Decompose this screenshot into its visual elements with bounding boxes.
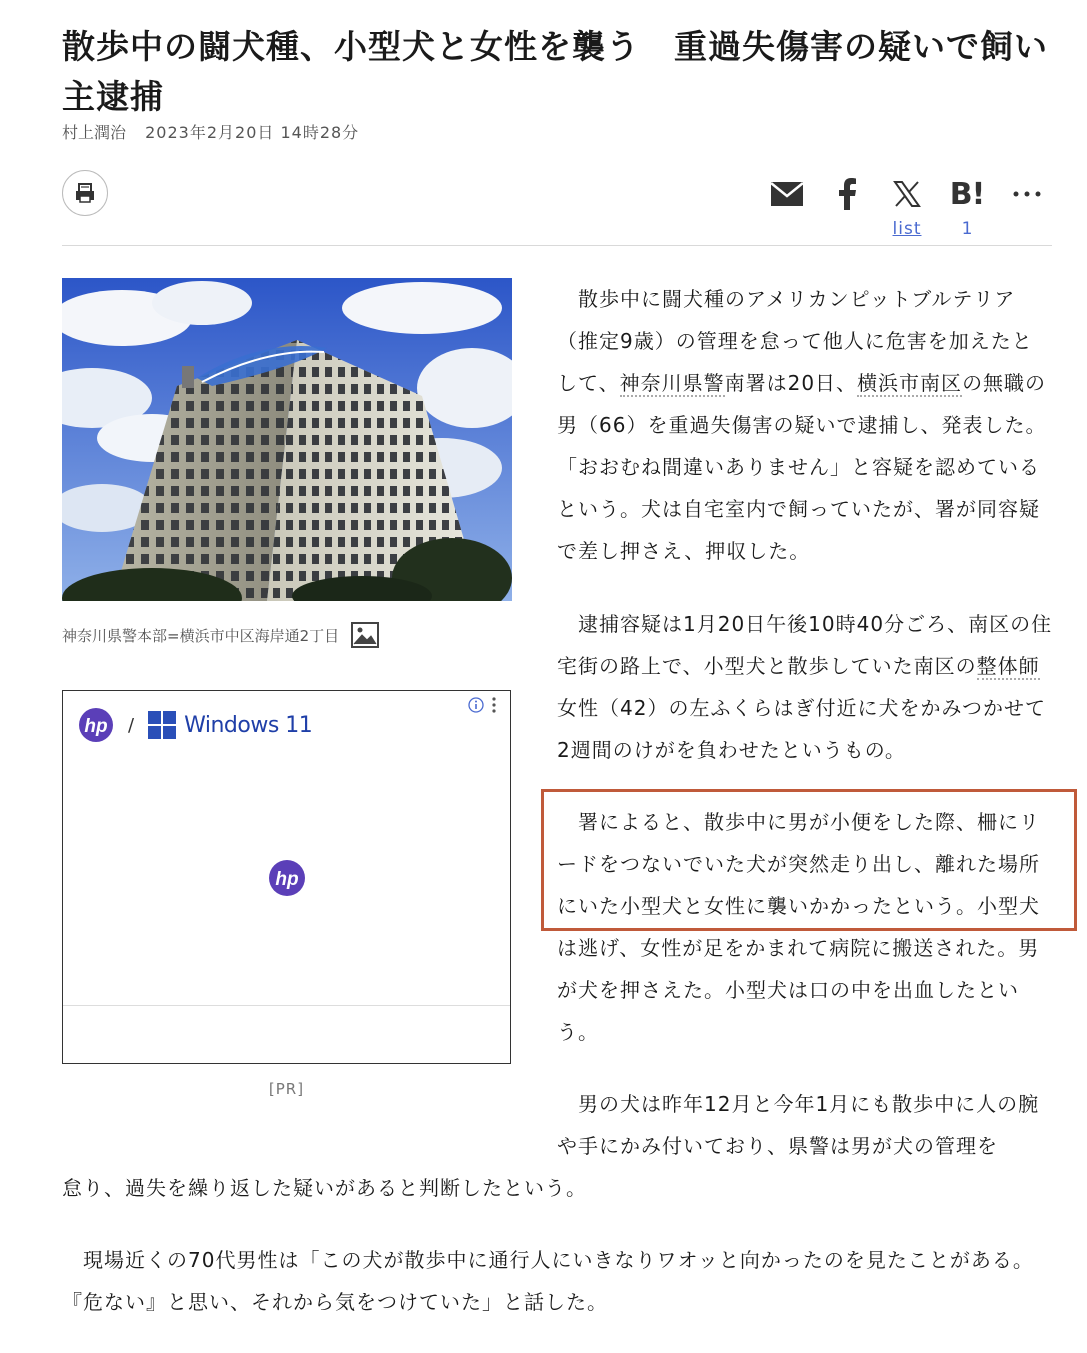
term-link-seitaishi[interactable]: 整体師 (976, 654, 1040, 678)
x-share-count[interactable]: list (892, 219, 922, 239)
paragraph-3: 署によると、散歩中に男が小便をした際、柵にリードをつないでいた犬が突然走り出し、離れた場所にいた小型犬と女性に襲いかかったという。小型犬は逃げ、女性が足をかまれて病院に搬送された。男が犬を押さえた。小型犬は口の中を出血したという。 (557, 810, 1040, 1044)
share-facebook-button[interactable] (827, 176, 867, 212)
share-more-button[interactable] (1007, 176, 1047, 212)
ad-menu-icon[interactable] (492, 697, 496, 713)
author-name[interactable]: 村上潤治 (62, 123, 127, 142)
pr-label: [PR] (268, 1080, 305, 1098)
print-button[interactable] (62, 170, 108, 216)
photo-caption (62, 622, 379, 648)
ad-info[interactable] (468, 697, 496, 713)
paragraph-2-text-b: 女性（42）の左ふくらはぎ付近に犬をかみつかせて2週間のけがを負わせたというもの。 (557, 696, 1047, 762)
windows-logo-icon (148, 711, 176, 739)
term-link-kanagawa-police[interactable]: 神奈川県警 (619, 371, 725, 395)
caption-text: 神奈川県警本部=横浜市中区海岸通2丁目 (62, 626, 340, 645)
ad-header (78, 707, 312, 743)
police-headquarters-photo (62, 278, 512, 601)
windows-11-label: Windows 11 (184, 712, 313, 738)
hp-logo-center (268, 859, 306, 897)
publish-date: 2023年2月20日 14時28分 (145, 123, 360, 142)
paragraph-1-text-b: 南署は20日、 (724, 371, 858, 395)
paragraph-1-text-a: 散歩中に闘犬種のアメリカンピットブルテリア（推定9歳）の管理を怠って他人に危害を加えたとして、 (557, 287, 1033, 395)
more-icon (1013, 191, 1041, 197)
paragraph-4b: 怠り、過失を繰り返した疑いがあると判断したという。 (62, 1176, 587, 1200)
x-icon (893, 180, 921, 208)
svg-text:hp: hp (275, 869, 299, 890)
article-title: 散歩中の闘犬種、小型犬と女性を襲う 重過失傷害の疑いで飼い主逮捕 (62, 27, 1048, 116)
image-icon[interactable] (351, 622, 379, 648)
paragraph-2 (557, 603, 1053, 771)
share-hatena-button[interactable] (947, 176, 987, 212)
hp-logo (78, 707, 114, 743)
printer-icon (74, 182, 96, 204)
paragraph-1 (557, 278, 1053, 572)
paragraph-5: 現場近くの70代男性は「この犬が散歩中に通行人にいきなりワオッと向かったのを見たことがある。『危ない』と思い、それから気をつけていた」と話した。 (62, 1248, 1034, 1314)
term-link-minami-ward[interactable]: 横浜市南区 (857, 371, 963, 395)
hatena-share-count[interactable]: 1 (961, 219, 973, 239)
article-photo[interactable] (62, 278, 512, 601)
paragraph-1-text-c: の無職の男（66）を重過失傷害の疑いで逮捕し、発表した。「おおむね間違いありません」と容疑を認めているという。犬は自宅室内で飼っていたが、署が同容疑で差し押さえ、押収した。 (557, 371, 1047, 563)
paragraph-4a: 男の犬は昨年12月と今年1月にも散歩中に人の腕や手にかみ付いており、県警は男が犬の管理を (557, 1092, 1040, 1158)
ad-separator: / (128, 714, 135, 736)
paragraph-2-text-a: 逮捕容疑は1月20日午後10時40分ごろ、南区の住宅街の路上で、小型犬と散歩していた南区の (557, 612, 1053, 678)
byline (62, 120, 359, 143)
info-icon[interactable] (468, 697, 484, 713)
header-divider (62, 245, 1052, 246)
svg-text:hp: hp (84, 716, 108, 737)
share-x-button[interactable] (887, 176, 927, 212)
advertisement[interactable] (62, 690, 511, 1064)
share-mail-button[interactable] (767, 176, 807, 212)
ad-divider (63, 1005, 510, 1006)
hatena-bookmark-icon: B! (949, 176, 985, 212)
facebook-icon (837, 178, 857, 210)
mail-icon (770, 181, 804, 207)
